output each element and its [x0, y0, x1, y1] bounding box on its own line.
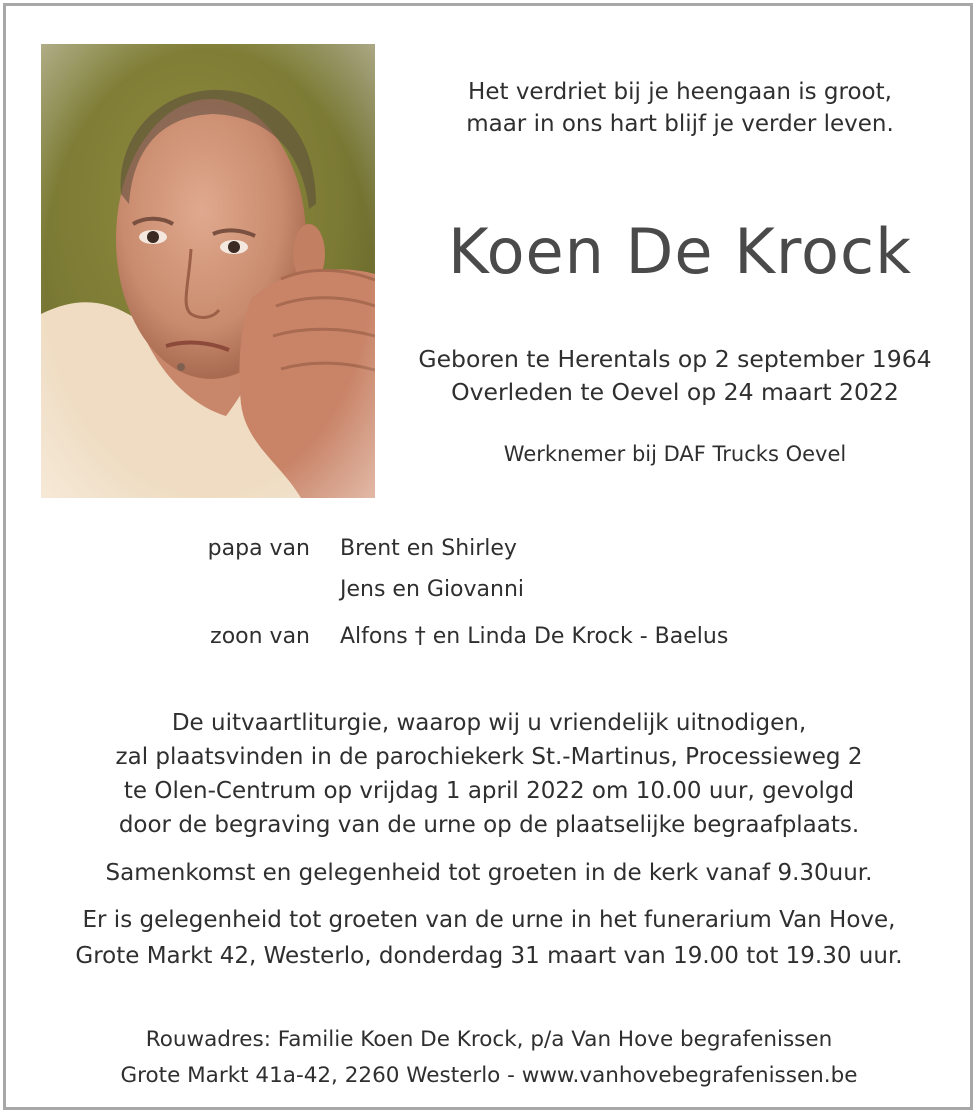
address-line: Rouwadres: Familie Koen De Krock, p/a Van Hove begrafenissen	[145, 1027, 833, 1052]
funeral-paragraph	[10, 706, 968, 842]
memorial-quote	[400, 76, 960, 140]
deceased-name: Koen De Krock	[448, 215, 912, 288]
portrait-photo	[41, 44, 375, 498]
address-line: Grote Markt 41a-42, 2260 Westerlo - www.vanhovebegrafenissen.be	[120, 1063, 858, 1088]
relation-value: Alfons † en Linda De Krock - Baelus	[340, 624, 729, 649]
funeral-line: door de begraving van de urne op de plaatselijke begraafplaats.	[118, 812, 860, 838]
quote-line: Het verdriet bij je heengaan is groot,	[468, 79, 892, 105]
gathering-paragraph	[10, 856, 968, 890]
funeral-line: te Olen-Centrum op vrijdag 1 april 2022 om 10.00 uur, gevolgd	[123, 778, 855, 804]
death-line: Overleden te Oevel op 24 maart 2022	[451, 378, 899, 406]
farewell-line: Er is gelegenheid tot groeten van de urne in het funerarium Van Hove,	[82, 907, 896, 933]
relation-value: Brent en Shirley	[340, 536, 517, 561]
mourning-address	[10, 1022, 968, 1094]
quote-line: maar in ons hart blijf je verder leven.	[466, 111, 894, 137]
farewell-line: Grote Markt 42, Westerlo, donderdag 31 maart van 19.00 tot 19.30 uur.	[75, 943, 903, 969]
life-dates	[380, 343, 970, 409]
funeral-line: De uitvaartliturgie, waarop wij u vriendelijk uitnodigen,	[171, 710, 807, 736]
occupation: Werknemer bij DAF Trucks Oevel	[503, 442, 847, 466]
gathering-line: Samenkomst en gelegenheid tot groeten in de kerk vanaf 9.30uur.	[105, 860, 873, 886]
relation-value: Jens en Giovanni	[340, 577, 525, 602]
funeral-line: zal plaatsvinden in de parochiekerk St.-Martinus, Processieweg 2	[115, 744, 863, 770]
relation-label: zoon van	[210, 624, 310, 649]
relation-label: papa van	[207, 536, 310, 561]
birth-line: Geboren te Herentals op 2 september 1964	[418, 345, 932, 373]
farewell-paragraph	[10, 902, 968, 974]
